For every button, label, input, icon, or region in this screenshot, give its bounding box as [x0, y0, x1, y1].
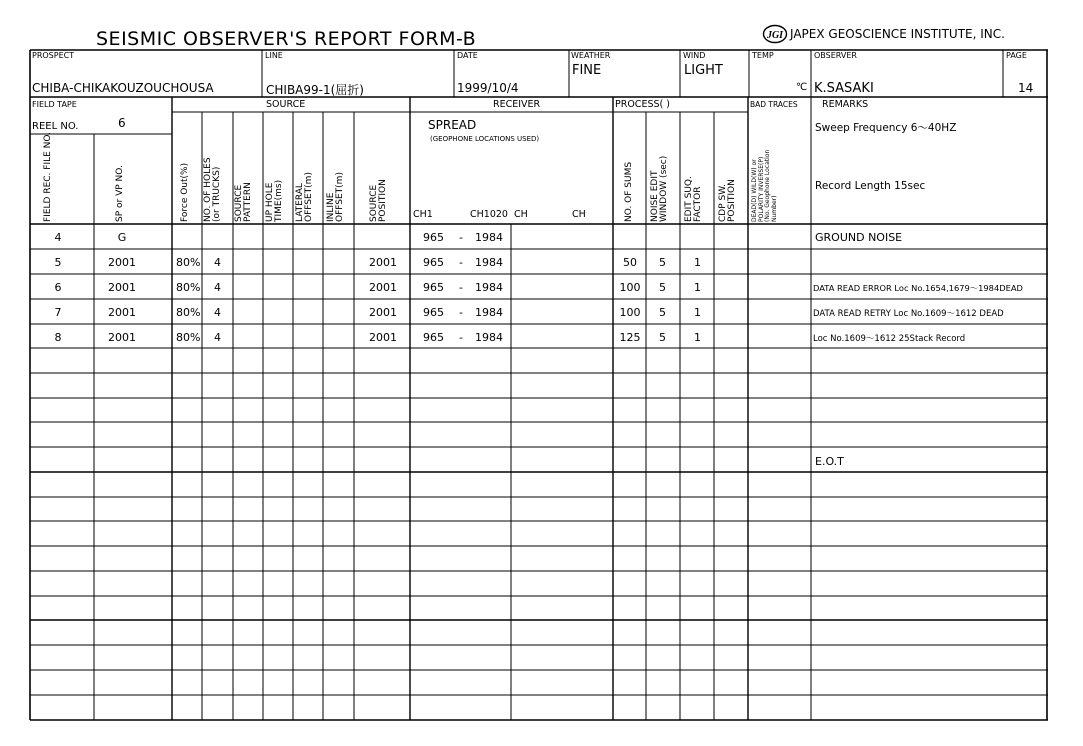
- remark: Loc No.1609～1612 25Stack Record: [813, 334, 966, 344]
- col-pattern: SOURCE PATTERN: [234, 182, 253, 222]
- col-force: Force Out(%): [180, 162, 190, 222]
- observer-value: K.SASAKI: [814, 81, 874, 96]
- remark: DATA READ RETRY Loc No.1609～1612 DEAD: [813, 309, 1004, 319]
- file-no: 8: [54, 331, 62, 344]
- ch2-value: 1984: [475, 231, 503, 244]
- holes-value: 4: [214, 306, 221, 319]
- ch1020-label: CH1020: [470, 209, 508, 220]
- remark-record-length: Record Length 15sec: [815, 180, 926, 192]
- col-field-rec: FIELD REC. FILE NO.: [43, 132, 53, 222]
- srcpos-value: 2001: [369, 306, 397, 319]
- dash: -: [459, 231, 463, 244]
- edit-value: 1: [694, 281, 701, 294]
- ch1-value: 965: [423, 281, 444, 294]
- file-no: 7: [54, 306, 62, 319]
- eot-marker: E.O.T: [815, 455, 844, 468]
- prospect-label: PROSPECT: [32, 51, 75, 60]
- srcpos-value: 2001: [369, 256, 397, 269]
- dash: -: [459, 281, 463, 294]
- sums-value: 50: [623, 256, 637, 269]
- date-value: 1999/10/4: [457, 81, 519, 95]
- reel-label: REEL NO.: [32, 121, 79, 132]
- temp-label: TEMP: [752, 51, 774, 60]
- sp-no: 2001: [108, 256, 136, 269]
- force-value: 80%: [176, 306, 201, 319]
- logo-text: JGI: [766, 30, 784, 41]
- col-noise: NOISE EDIT WINDOW (sec): [650, 155, 669, 222]
- company-label: JAPEX GEOSCIENCE INSTITUTE, INC.: [790, 27, 1005, 41]
- file-no: 4: [54, 231, 62, 244]
- noise-value: 5: [659, 281, 666, 294]
- sp-no: G: [117, 231, 127, 244]
- sp-no: 2001: [108, 331, 136, 344]
- dash: -: [459, 331, 463, 344]
- sp-no: 2001: [108, 281, 136, 294]
- bad-traces-header: BAD TRACES: [750, 100, 798, 109]
- ch2-value: 1984: [475, 256, 503, 269]
- col-holes: NO. OF HOLES (or TRUCKS): [203, 157, 222, 222]
- col-lateral: LATERAL OFFSET(m): [295, 172, 314, 222]
- remark: GROUND NOISE: [815, 231, 903, 244]
- line-value: CHIBA99-1(屈折): [266, 83, 364, 97]
- weather-value: FINE: [572, 63, 602, 78]
- ch1-value: 965: [423, 331, 444, 344]
- sums-value: 100: [619, 306, 641, 319]
- ch1-value: 965: [423, 256, 444, 269]
- noise-value: 5: [659, 256, 666, 269]
- source-header: SOURCE: [266, 99, 306, 110]
- sums-value: 125: [619, 331, 641, 344]
- sp-no: 2001: [108, 306, 136, 319]
- sums-value: 100: [619, 281, 641, 294]
- col-sums: NO. OF SUMS: [624, 161, 634, 222]
- ch-b-label: CH: [572, 209, 586, 220]
- form-title: SEISMIC OBSERVER'S REPORT FORM-B: [96, 28, 477, 50]
- col-sp: SP or VP NO.: [115, 165, 125, 222]
- noise-value: 5: [659, 306, 666, 319]
- col-srcpos: SOURCE POSITION: [369, 179, 388, 222]
- remarks-header: REMARKS: [822, 99, 869, 110]
- page-label: PAGE: [1006, 51, 1027, 60]
- edit-value: 1: [694, 331, 701, 344]
- ch2-value: 1984: [475, 306, 503, 319]
- date-label: DATE: [457, 51, 478, 60]
- srcpos-value: 2001: [369, 331, 397, 344]
- dash: -: [459, 256, 463, 269]
- page-value: 14: [1018, 81, 1034, 95]
- col-bad: DEAD(D) WILD(W) or POLARITY INVERSE(P) (No. Geophone Location Number): [751, 149, 778, 222]
- ch2-value: 1984: [475, 331, 503, 344]
- file-no: 6: [54, 281, 62, 294]
- ch2-value: 1984: [475, 281, 503, 294]
- force-value: 80%: [176, 331, 201, 344]
- ch1-value: 965: [423, 231, 444, 244]
- edit-value: 1: [694, 256, 701, 269]
- dash: -: [459, 306, 463, 319]
- holes-value: 4: [214, 256, 221, 269]
- prospect-value: CHIBA-CHIKAKOUZOUCHOUSA: [32, 81, 214, 95]
- field-tape-label: FIELD TAPE: [32, 100, 77, 109]
- remark-sweep: Sweep Frequency 6～40HZ: [815, 122, 957, 134]
- noise-value: 5: [659, 331, 666, 344]
- col-inline: INLINE OFFSET(m): [326, 172, 345, 222]
- file-no: 5: [54, 256, 62, 269]
- holes-value: 4: [214, 331, 221, 344]
- wind-value: LIGHT: [684, 63, 723, 78]
- line-label: LINE: [265, 51, 283, 60]
- reel-value: 6: [118, 116, 126, 130]
- force-value: 80%: [176, 281, 201, 294]
- col-edit: EDIT SUQ. FACTOR: [684, 176, 703, 222]
- col-cdp: CDP SW. POSITION: [718, 179, 737, 222]
- observer-label: OBSERVER: [814, 51, 857, 60]
- receiver-header: RECEIVER: [493, 99, 541, 110]
- process-header: PROCESS( ): [615, 99, 670, 110]
- holes-value: 4: [214, 281, 221, 294]
- force-value: 80%: [176, 256, 201, 269]
- spread-sub-label: (GEOPHONE LOCATIONS USED): [430, 135, 540, 143]
- remark: DATA READ ERROR Loc No.1654,1679～1984DEAD: [813, 283, 1023, 293]
- spread-label: SPREAD: [428, 118, 477, 132]
- col-uphole: UP HOLE TIME(ms): [265, 179, 284, 222]
- wind-label: WIND: [683, 51, 706, 60]
- edit-value: 1: [694, 306, 701, 319]
- temp-unit: ℃: [796, 82, 808, 93]
- ch1-label: CH1: [413, 209, 433, 220]
- ch-a-label: CH: [514, 209, 528, 220]
- ch1-value: 965: [423, 306, 444, 319]
- srcpos-value: 2001: [369, 281, 397, 294]
- weather-label: WEATHER: [571, 51, 611, 60]
